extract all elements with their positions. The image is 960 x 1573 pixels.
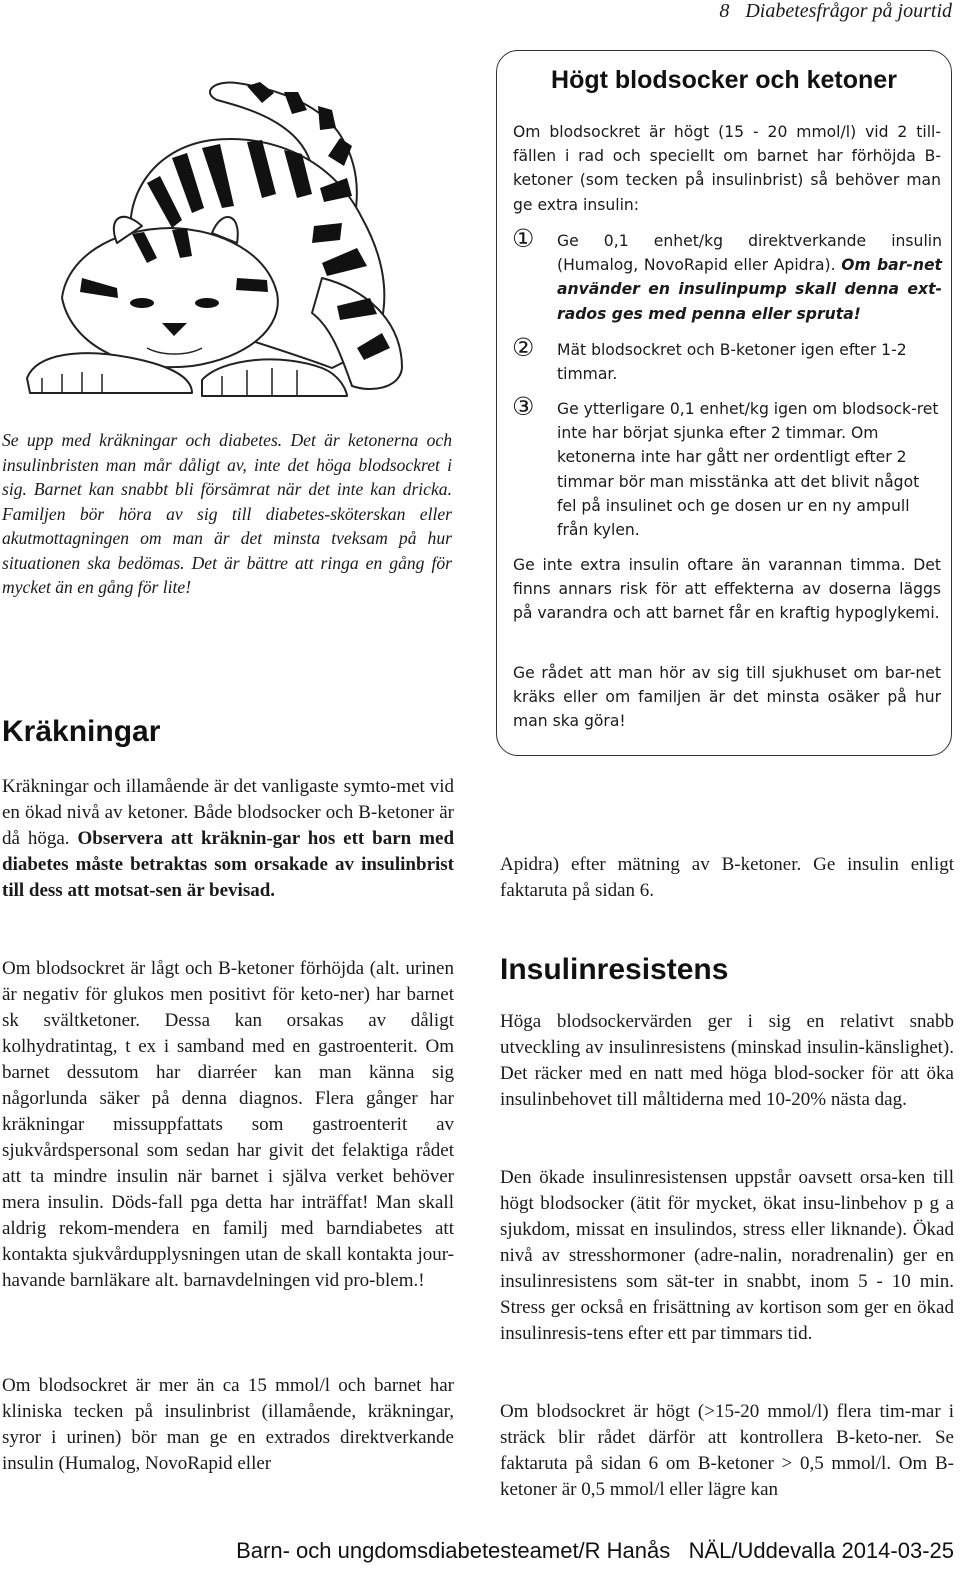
krakningar-para1-bold: Observera att kräknin-gar hos ett barn med diabetes måste betraktas som orsakade av insulinbrist till dess att motsat-sen är bevisad.	[2, 828, 455, 901]
step-3-number: ③	[512, 392, 535, 421]
step-1-number: ①	[512, 224, 535, 253]
step-1-text	[557, 229, 942, 326]
continuation-text: Apidra) efter mätning av B-ketoner. Ge insulin enligt faktaruta på sidan 6.	[500, 854, 954, 901]
insulinresistens-para2: Den ökade insulinresistensen uppstår oavsett orsa-ken till högt blodsocker (ätit för mycket, ökat insu-linbehov p g a sjukdom, missat en insulindos, stress eller liknande). Ökad nivå av stresshormoner (adre-nalin, noradrenalin) ger en insulinresistens som sät-ter in snabbt, inom 5 - 10 min. Stress ger också en frisättning av kortison som ger en ökad insulinresis-tens efter ett par timmars tid.	[500, 1167, 954, 1344]
page-header	[719, 0, 952, 23]
info-box-intro: Om blodsockret är högt (15 - 20 mmol/l) vid 2 till-fällen i rad och speciellt om barnet har förhöjda B-ketoner (som tecken på insulinbrist) så behöver man ge extra insulin:	[513, 123, 941, 214]
insulinresistens-para3: Om blodsockret är högt (>15-20 mmol/l) flera tim-mar i sträck blir rådet därför att kontrollera B-keto-ner. Se faktaruta på sidan 6 om B-ketoner > 0,5 mmol/l. Om B-ketoner är 0,5 mmol/l eller lägre kan	[500, 1401, 954, 1500]
krakningar-para2: Om blodsockret är lågt och B-ketoner förhöjda (alt. urinen är negativ för glukos men positivt för keto-ner) har barnet sk svältketoner. Dessa kan orsakas av dåligt kolhydratintag, t ex i samband med en gastroenterit. Om barnet dessutom har diarréer kan man känna sig någorlunda säker på denna diagnos. Flera gånger har kräkningar missuppfattats som gastroenterit av sjukvårdspersonal som sedan har givit det felaktiga rådet att ta mindre insulin när barnet i själva verket behöver mera insulin. Döds-fall pga detta har inträffat! Man skall aldrig rekom-mendera en familj med barndiabetes att kontakta sjukvårdupplysningen utan de skall kontakta jour-havande barnläkare alt. barnavdelningen vid pro-blem.!	[2, 958, 454, 1291]
section-heading-insulinresistens: Insulinresistens	[500, 953, 729, 986]
page-number: 8	[719, 0, 730, 22]
warning-note: Se upp med kräkningar och diabetes. Det är ketonerna och insulinbristen man mår dåligt av, inte det höga blodsockret i sig. Barnet kan snabbt bli försämrat när det inte kan dricka. Familjen bör höra av sig till diabetes-sköterskan eller akutmottagningen om man är det minsta tveksam på hur situationen ska bedömas. Det är bättre att ringa en gång för mycket än en gång för lite!	[2, 430, 452, 597]
info-box-title: Högt blodsocker och ketoner	[551, 66, 897, 94]
step-2-number: ②	[512, 333, 535, 362]
info-box-para3: Ge rådet att man hör av sig till sjukhuset om bar-net kräks eller om familjen är det minsta osäker på hur man ska göra!	[513, 664, 941, 731]
tiger-illustration-icon	[22, 48, 442, 400]
krakningar-para1	[2, 774, 454, 904]
krakningar-para1-normal: Kräkningar och illamående är det vanligaste symto-met vid en ökad nivå av ketoner. Både blodsocker och B-ketoner är då höga.	[2, 776, 454, 849]
krakningar-para3: Om blodsockret är mer än ca 15 mmol/l och barnet har kliniska tecken på insulinbrist (illamående, kräkningar, syror i urinen) bör man ge en extrados direktverkande insulin (Humalog, NovoRapid eller	[2, 1375, 454, 1474]
step-3-text: Ge ytterligare 0,1 enhet/kg igen om blodsock-ret inte har börjat sjunka efter 2 timmar. Om ketonerna inte har gått ner ordentligt efter 2 timmar bör man misstänka att det blivit något fel på insulinet och ge dosen ur en ny ampull från kylen.	[557, 400, 939, 540]
info-box-para2: Ge inte extra insulin oftare än varannan timma. Det finns annars risk för att effekterna av doserna läggs på varandra och att barnet får en kraftig hypoglykemi.	[513, 556, 941, 623]
step-1-emphasis: Om bar-net använder en insulinpump skall denna ext-rados ges med penna eller spruta!	[557, 256, 942, 323]
section-heading-krakningar: Kräkningar	[2, 715, 161, 748]
insulinresistens-para1: Höga blodsockervärden ger i sig en relativt snabb utveckling av insulinresistens (minskad insulin-känslighet). Det räcker med en natt med höga blod-socker för att öka insulinbehovet till måltiderna med 10-20% nästa dag.	[500, 1011, 954, 1110]
step-2-text: Mät blodsockret och B-ketoner igen efter 1-2 timmar.	[557, 341, 907, 384]
running-title: Diabetesfrågor på jourtid	[745, 0, 952, 22]
page-footer: Barn- och ungdomsdiabetesteamet/R Hanås NÄL/Uddevalla 2014-03-25	[236, 1538, 954, 1563]
step-1-body: Ge 0,1 enhet/kg direktverkande insulin (Humalog, NovoRapid eller Apidra).	[557, 232, 942, 275]
